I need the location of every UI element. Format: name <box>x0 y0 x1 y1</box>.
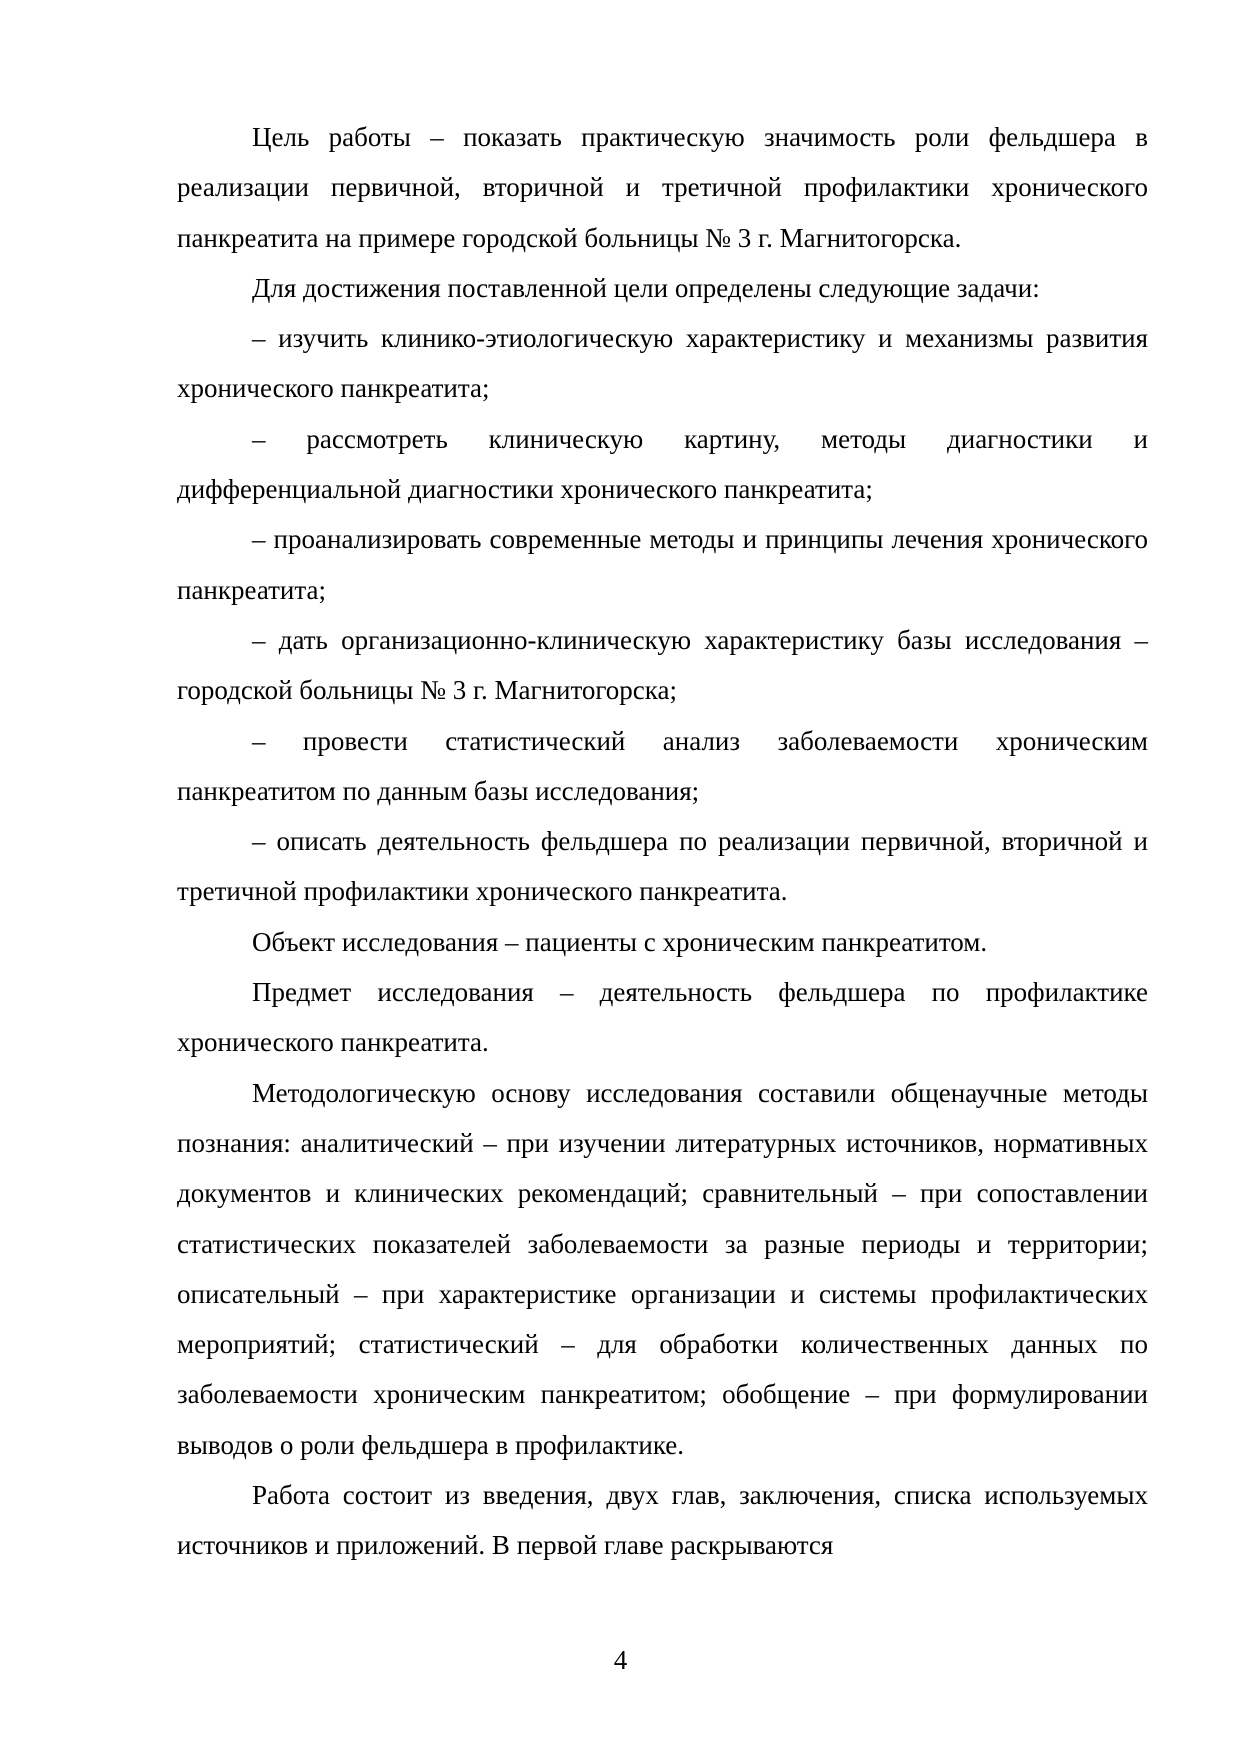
list-item-task-6: – описать деятельность фельдшера по реализации первичной, вторичной и третичной профилактики хронического панкреатита. <box>177 826 1148 907</box>
paragraph-goal: Цель работы – показать практическую значимость роли фельдшера в реализации первичной, вторичной и третичной профилактики хронического панкреатита на примере городской больницы № 3 г. Магнитогорска. <box>177 122 1148 253</box>
list-item-task-4: – дать организационно-клиническую характеристику базы исследования – городской больницы № 3 г. Магнитогорска; <box>177 624 1148 706</box>
paragraph-subject: Предмет исследования – деятельность фельдшера по профилактике хронического панкреатита. <box>177 977 1148 1058</box>
list-item-task-2: – рассмотреть клиническую картину, методы диагностики и дифференциальной диагностики хронического панкреатита; <box>177 423 1148 505</box>
document-body <box>177 112 1148 1571</box>
list-item-task-1: – изучить клинико-этиологическую характеристику и механизмы развития хронического панкреатита; <box>177 323 1148 404</box>
paragraph-object: Объект исследования – пациенты с хроническим панкреатитом. <box>252 926 988 957</box>
paragraph-tasks-intro: Для достижения поставленной цели определены следующие задачи: <box>252 272 1040 303</box>
list-item-task-5: – провести статистический анализ заболеваемости хроническим панкреатитом по данным базы исследования; <box>177 725 1148 806</box>
page-number: 4 <box>613 1645 628 1675</box>
paragraph-structure: Работа состоит из введения, двух глав, заключения, списка используемых источников и приложений. В первой главе раскрываются <box>177 1480 1148 1561</box>
paragraph-methodology: Методологическую основу исследования составили общенаучные методы познания: аналитический – при изучении литературных источников, нормативных документов и клинических рекомендаций; сравнительный – при сопоставлении статистических показателей заболеваемости за разные периоды и территории; описательный – при характеристике организации и системы профилактических мероприятий; статистический – для обработки количественных данных по заболеваемости хроническим панкреатитом; обобщение – при формулировании выводов о роли фельдшера в профилактике. <box>177 1077 1148 1460</box>
list-item-task-3: – проанализировать современные методы и принципы лечения хронического панкреатита; <box>177 524 1148 605</box>
